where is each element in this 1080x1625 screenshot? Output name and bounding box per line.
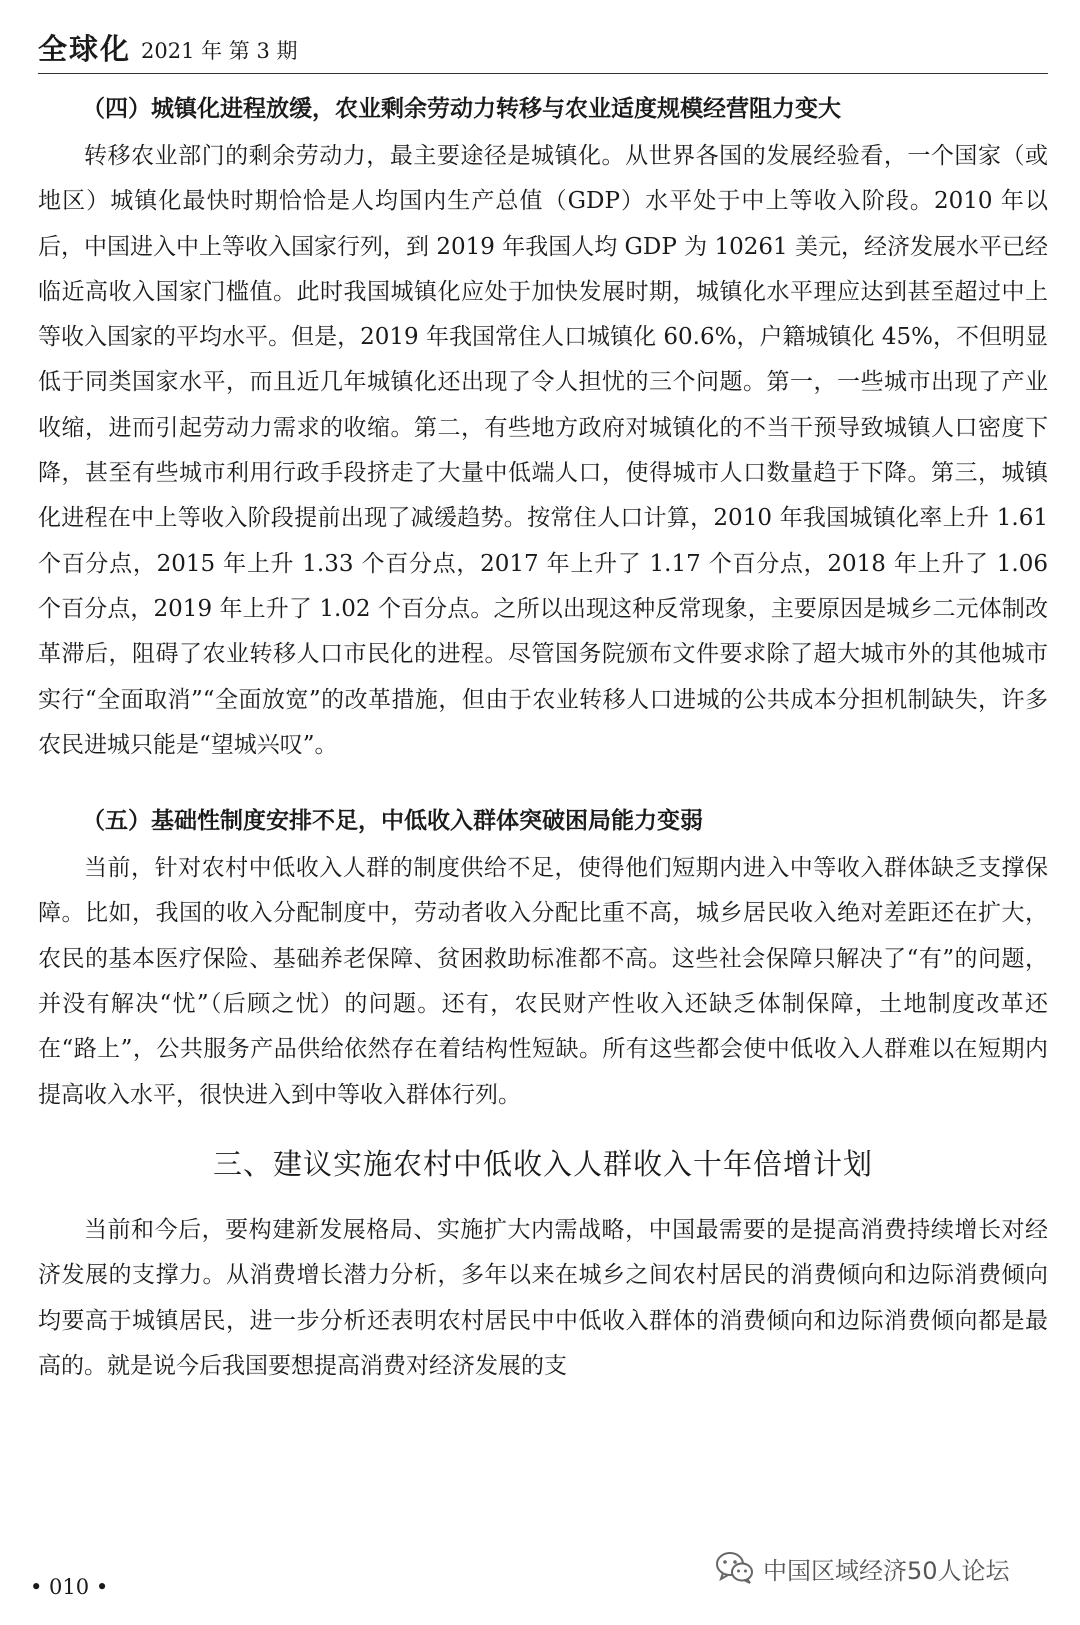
issue-label: 2021 年 第 3 期 bbox=[141, 39, 298, 63]
journal-title: 全球化 bbox=[38, 32, 132, 66]
chapter-heading-3: 三、建议实施农村中低收入人群收入十年倍增计划 bbox=[212, 1146, 873, 1181]
section-4-paragraph: 转移农业部门的剩余劳动力，最主要途径是城镇化。从世界各国的发展经验看，一个国家（或地区）城镇化最快时期恰恰是人均国内生产总值（GDP）水平处于中上等收入阶段。2010 年以后，中国进入中上等收入国家行列，到 2019 年我国人均 GDP 为 10261 美元，经济发展水平已经临近高收入国家门槛值。此时我国城镇化应处于加快发展时期，城镇化水平理应达到甚至超过中上等收入国家的平均水平。但是，2019 年我国常住人口城镇化 60.6%，户籍城镇化 45%，不但明显低于同类国家水平，而且近几年城镇化还出现了令人担忧的三个问题。第一，一些城市出现了产业收缩，进而引起劳动力需求的收缩。第二，有些地方政府对城镇化的不当干预导致城镇人口密度下降，甚至有些城市利用行政手段挤走了大量中低端人口，使得城市人口数量趋于下降。第三，城镇化进程在中上等收入阶段提前出现了减缓趋势。按常住人口计算，2010 年我国城镇化率上升 1.61 个百分点，2015 年上升 1.33 个百分点，2017 年上升了 1.17 个百分点，2018 年上升了 1.06 个百分点，2019 年上升了 1.02 个百分点。之所以出现这种反常现象，主要原因是城乡二元体制改革滞后，阻碍了农业转移人口市民化的进程。尽管国务院颁布文件要求除了超大城市外的其他城市实行“全面取消”“全面放宽”的改革措施，但由于农业转移人口进城的公共成本分担机制缺失，许多农民进城只能是“望城兴叹”。 bbox=[38, 143, 1048, 758]
section-5-paragraph: 当前，针对农村中低收入人群的制度供给不足，使得他们短期内进入中等收入群体缺乏支撑保障。比如，我国的收入分配制度中，劳动者收入分配比重不高，城乡居民收入绝对差距还在扩大，农民的基本医疗保险、基础养老保障、贫困救助标准都不高。这些社会保障只解决了“有”的问题，并没有解决“忧”（后顾之忧）的问题。还有，农民财产性收入还缺乏体制保障，土地制度改革还在“路上”，公共服务产品供给依然存在着结构性短缺。所有这些都会使中低收入人群难以在短期内提高收入水平，很快进入到中等收入群体行列。 bbox=[38, 855, 1048, 1108]
wechat-icon bbox=[715, 1551, 755, 1585]
section-spacer bbox=[38, 768, 1048, 798]
page-number: • 010 • bbox=[30, 1575, 109, 1599]
header-rule bbox=[38, 73, 1048, 74]
watermark bbox=[715, 1546, 1045, 1590]
section-heading-5: （五）基础性制度安排不足，中低收入群体突破困局能力变弱 bbox=[82, 807, 703, 835]
watermark-text: 中国区域经济50人论坛 bbox=[763, 1556, 1010, 1585]
page-header bbox=[38, 18, 1048, 68]
section-heading-4: （四）城镇化进程放缓，农业剩余劳动力转移与农业适度规模经营阻力变大 bbox=[82, 95, 841, 122]
chapter-3-paragraph: 当前和今后，要构建新发展格局、实施扩大内需战略，中国最需要的是提高消费持续增长对经济发展的支撑力。从消费增长潜力分析，多年以来在城乡之间农村居民的消费倾向和边际消费倾向均要高于城镇居民，进一步分析还表明农村居民中中低收入群体的消费倾向和边际消费倾向都是最高的。就是说今后我国要想提高消费对经济发展的支 bbox=[38, 1216, 1048, 1379]
article-body bbox=[38, 86, 1048, 1389]
